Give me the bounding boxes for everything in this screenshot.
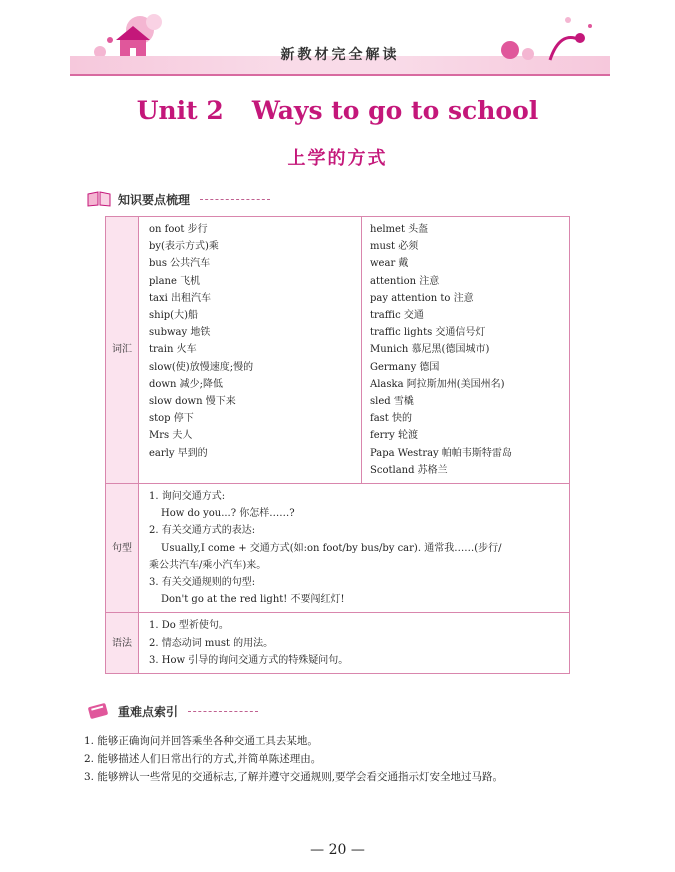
sentence-line: Don't go at the red light! 不要闯红灯! — [161, 594, 345, 606]
book-title: 新教材完全解读 — [280, 47, 400, 63]
list-item: 3. 能够辨认一些常见的交通标志,了解并遵守交通规则,要学会看交通指示灯安全地过马路。 — [84, 770, 504, 783]
book-icon — [86, 190, 112, 208]
vocab-item: attention 注意 — [370, 275, 440, 287]
sentence-line: Usually,I come + 交通方式(如:on foot/by bus/by car). 通常我……(步行/ — [161, 542, 502, 554]
vocab-item: pay attention to 注意 — [370, 292, 474, 304]
unit-subtitle: 上学的方式 — [287, 148, 388, 169]
vocab-item: Germany 德国 — [370, 361, 440, 373]
page-number: — 20 — — [310, 842, 365, 858]
list-item: 2. 能够描述人们日常出行的方式,并简单陈述理由。 — [84, 752, 322, 765]
vocab-item: Alaska 阿拉斯加州(美国州名) — [370, 378, 505, 390]
vocab-item: bus 公共汽车 — [149, 258, 211, 270]
vocab-item: by(表示方式)乘 — [149, 241, 219, 253]
section-title: 知识要点梳理 — [118, 192, 191, 207]
vocab-item: subway 地铁 — [149, 327, 211, 339]
sentence-line: 2. 有关交通方式的表达: — [149, 525, 256, 537]
row-label: 词汇 — [106, 217, 139, 484]
vocab-item: sled 雪橇 — [370, 396, 414, 408]
page-header — [70, 10, 610, 80]
vocab-item: slow down 慢下来 — [149, 396, 236, 408]
sentence-line: 乘公共汽车/乘小汽车)来。 — [149, 559, 267, 571]
table-row-grammar — [106, 613, 570, 674]
row-label: 句型 — [106, 484, 139, 613]
grammar-line: 2. 情态动词 must 的用法。 — [149, 637, 274, 649]
section-heading-knowledge — [86, 190, 270, 208]
key-points-list — [84, 733, 604, 786]
vocab-item: slow(使)放慢速度;慢的 — [149, 361, 254, 373]
vocab-item: ferry 轮渡 — [370, 430, 419, 442]
table-row-vocab — [106, 217, 570, 484]
sentence-line: How do you...? 你怎样……? — [161, 508, 295, 520]
flower-decoration-icon — [450, 10, 600, 70]
vocab-item: Mrs 夫人 — [149, 430, 193, 442]
vocab-item: Papa Westray 帕帕韦斯特雷岛 — [370, 447, 512, 459]
vocab-item: traffic lights 交通信号灯 — [370, 327, 486, 339]
vocab-item: helmet 头盔 — [370, 224, 429, 235]
sentence-patterns — [139, 484, 570, 613]
vocab-item: must 必须 — [370, 241, 419, 253]
divider — [200, 199, 270, 200]
vocab-item: fast 快的 — [370, 413, 412, 425]
grammar-points — [139, 613, 570, 674]
section-heading-key-points — [86, 702, 258, 720]
vocab-item: train 火车 — [149, 344, 197, 356]
vocab-item: wear 戴 — [370, 258, 409, 270]
vocab-item: traffic 交通 — [370, 310, 424, 322]
vocab-item: Munich 慕尼黑(德国城市) — [370, 344, 490, 356]
vocab-item: stop 停下 — [149, 413, 194, 425]
vocab-item: plane 飞机 — [149, 275, 201, 287]
list-item: 1. 能够正确询问并回答乘坐各种交通工具去某地。 — [84, 735, 318, 747]
section-title: 重难点索引 — [118, 704, 179, 719]
knowledge-table — [105, 216, 570, 674]
sentence-line: 1. 询问交通方式: — [149, 491, 226, 503]
notebook-icon — [86, 702, 112, 720]
divider — [188, 711, 258, 712]
table-row-sentences — [106, 484, 570, 613]
vocab-item: early 早到的 — [149, 447, 208, 459]
vocab-item: Scotland 苏格兰 — [370, 464, 448, 476]
unit-title — [0, 96, 675, 125]
unit-number: Unit 2 — [136, 96, 224, 125]
vocab-item: taxi 出租汽车 — [149, 292, 211, 304]
grammar-line: 3. How 引导的询问交通方式的特殊疑问句。 — [149, 654, 349, 666]
vocab-item: ship(大)船 — [149, 310, 198, 322]
vocab-item: down 减少;降低 — [149, 378, 223, 390]
sentence-line: 3. 有关交通规则的句型: — [149, 577, 256, 589]
unit-name: Ways to go to school — [251, 96, 539, 125]
row-label: 语法 — [106, 613, 139, 674]
vocab-right-column — [362, 217, 570, 484]
vocab-item: on foot 步行 — [149, 224, 208, 235]
vocab-left-column — [139, 217, 362, 484]
grammar-line: 1. Do 型祈使句。 — [149, 620, 229, 632]
